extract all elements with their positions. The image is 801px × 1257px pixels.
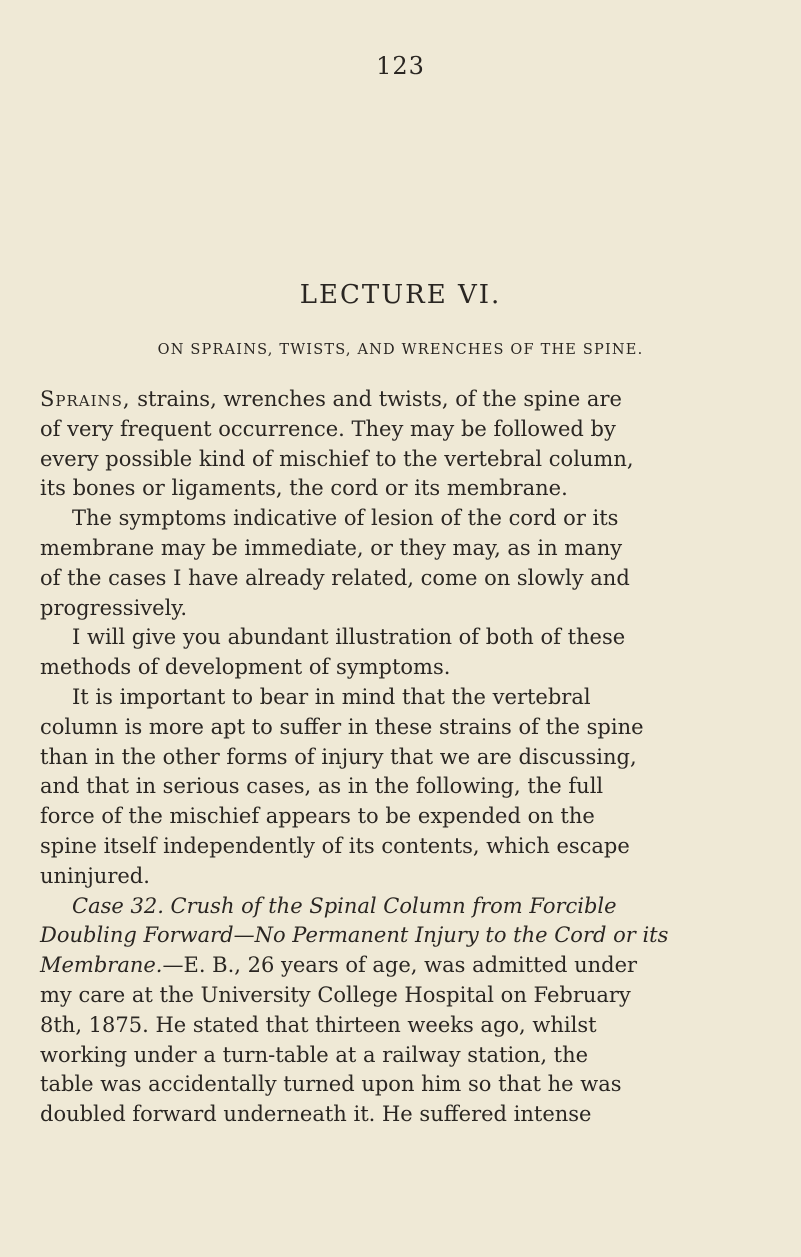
text-line: of the cases I have already related, come on slowly and	[40, 565, 630, 590]
text-line: force of the mischief appears to be expended on the	[40, 804, 595, 829]
text-line: progressively.	[40, 595, 188, 620]
paragraph	[40, 683, 760, 892]
paragraph	[40, 623, 760, 683]
text-line: every possible kind of mischief to the vertebral column,	[40, 446, 634, 471]
text-line: methods of development of symptoms.	[40, 655, 451, 680]
text-line: column is more apt to suffer in these strains of the spine	[40, 714, 644, 739]
text-line: and that in serious cases, as in the following, the full	[40, 774, 604, 799]
page-number: 123	[376, 52, 425, 80]
text-line: I will give you abundant illustration of both of these	[72, 625, 626, 650]
text-span: strains, wrenches and twists, of the spine are	[130, 387, 622, 411]
lead-word: Sprains,	[40, 387, 131, 411]
case-heading-end: Membrane.	[40, 953, 163, 978]
text-line: doubled forward underneath it. He suffered intense	[40, 1102, 592, 1127]
paragraph	[40, 504, 760, 623]
text-line	[40, 385, 760, 415]
text-line	[40, 951, 760, 981]
text-line: The symptoms indicative of lesion of the cord or its	[72, 506, 619, 531]
text-line: uninjured.	[40, 863, 150, 888]
text-line: than in the other forms of injury that we are discussing,	[40, 744, 637, 769]
body-text	[40, 385, 760, 1130]
text-line: table was accidentally turned upon him so that he was	[40, 1072, 622, 1097]
text-line: my care at the University College Hospital on February	[40, 982, 631, 1007]
lecture-title: LECTURE VI.	[299, 280, 502, 310]
text-line: 8th, 1875. He stated that thirteen weeks ago, whilst	[40, 1012, 597, 1037]
case-heading-line: Case 32. Crush of the Spinal Column from Forcible	[72, 893, 617, 918]
text-span: —E. B., 26 years of age, was admitted under	[162, 953, 638, 978]
case-heading-line: Doubling Forward—No Permanent Injury to the Cord or its	[40, 923, 669, 948]
text-line: membrane may be immediate, or they may, as in many	[40, 535, 623, 560]
text-line: spine itself independently of its contents, which escape	[40, 833, 630, 858]
case-paragraph	[40, 892, 760, 1130]
paragraph	[40, 385, 760, 504]
text-line: working under a turn-table at a railway station, the	[40, 1042, 589, 1067]
text-line: of very frequent occurrence. They may be followed by	[40, 416, 616, 441]
text-line: It is important to bear in mind that the vertebral	[72, 684, 591, 709]
text-line: its bones or ligaments, the cord or its membrane.	[40, 476, 568, 501]
lecture-subtitle: ON SPRAINS, TWISTS, AND WRENCHES OF THE SPINE.	[157, 342, 644, 358]
